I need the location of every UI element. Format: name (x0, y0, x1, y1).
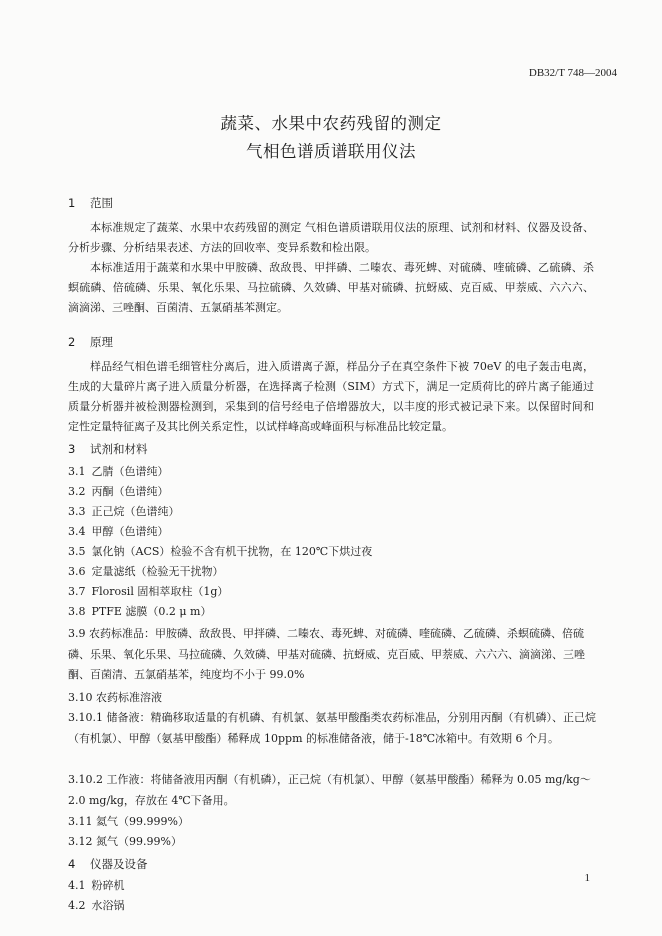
list-item: 3.8 PTFE 滤膜（0.2 μ m） (68, 605, 212, 618)
title-line-2: 气相色谱质谱联用仪法 (246, 142, 416, 161)
section-2-paragraph-1: 样品经气相色谱毛细管柱分离后，进入质谱离子源，样品分子在真空条件下被 70eV 的电子轰击电离，生成的大量碎片离子进入质量分析器，在选择离子检测（SIM）方式下，满足一定质荷比的碎片离子能通过质量分析器并被检测器检测到，采集到的信号经电子倍增器放大，以丰度的形式被记录下来。以保留时间和定性定量特征离子及其比例关系定性，以试样峰高或峰面积与标准品比较定量。 (68, 360, 594, 433)
list-item: 3.3 正己烷（色谱纯） (68, 505, 180, 518)
page-number: 1 (584, 872, 590, 884)
list-item: 4.2 水浴锅 (68, 899, 125, 912)
section-4-heading (68, 856, 148, 872)
section-3-heading (68, 441, 148, 457)
section-number: 1 (68, 196, 76, 210)
title-line-1: 蔬菜、水果中农药残留的测定 (220, 114, 442, 133)
section-1-paragraph-1: 本标准规定了蔬菜、水果中农药残留的测定 气相色谱质谱联用仪法的原理、试剂和材料、仪器及设备、分析步骤、分析结果表述、方法的回收率、变异系数和检出限。 (68, 221, 594, 254)
list-item: 3.5 氯化钠（ACS）检验不含有机干扰物，在 120℃下烘过夜 (68, 545, 373, 558)
item-3-10-1: 3.10.1 储备液：精确移取适量的有机磷、有机氯、氨基甲酸酯类农药标准品，分别用丙酮（有机磷）、正己烷（有机氯）、甲醇（氨基甲酸酯）稀释成 10ppm 的标准储备液，储于-18℃冰箱中。有效期 6 个月。 (68, 711, 596, 745)
item-3-10: 3.10 农药标准溶液 (68, 691, 162, 704)
list-item: 3.11 氦气（99.999%） (68, 815, 189, 828)
section-number: 3 (68, 442, 76, 456)
section-title: 试剂和材料 (90, 442, 148, 456)
item-3-10-2: 3.10.2 工作液：将储备液用丙酮（有机磷），正己烷（有机氯）、甲醇（氨基甲酸酯）稀释为 0.05 mg/kg～2.0 mg/kg，存放在 4℃下备用。 (68, 773, 591, 807)
list-item: 3.12 氮气（99.99%） (68, 835, 182, 848)
list-item: 3.7 Florosil 固相萃取柱（1g） (68, 585, 229, 598)
section-number: 4 (68, 857, 76, 871)
section-number: 2 (68, 335, 76, 349)
section-title: 原理 (90, 335, 113, 349)
standard-code: DB32/T 748—2004 (528, 67, 617, 79)
list-item: 3.2 丙酮（色谱纯） (68, 485, 169, 498)
list-item: 3.6 定量滤纸（检验无干扰物） (68, 565, 224, 578)
list-item: 3.4 甲醇（色谱纯） (68, 525, 169, 538)
section-title: 范围 (90, 196, 113, 210)
section-1-heading (68, 195, 113, 211)
item-3-9: 3.9 农药标准品：甲胺磷、敌敌畏、甲拌磷、二嗪农、毒死蜱、对硫磷、喹硫磷、乙硫磷、杀螟硫磷、倍硫磷、乐果、氧化乐果、马拉硫磷、久效磷、甲基对硫磷、抗蚜威、克百威、甲萘威、六六六、滴滴涕、三唑酮、百菌清、五氯硝基苯，纯度均不小于 99.0% (68, 627, 585, 681)
list-item: 3.1 乙腈（色谱纯） (68, 465, 169, 478)
section-1-paragraph-2: 本标准适用于蔬菜和水果中甲胺磷、敌敌畏、甲拌磷、二嗪农、毒死蜱、对硫磷、喹硫磷、乙硫磷、杀螟硫磷、倍硫磷、乐果、氧化乐果、马拉硫磷、久效磷、甲基对硫磷、抗蚜威、克百威、甲萘威、六六六、滴滴涕、三唑酮、百菌清、五氯硝基苯测定。 (68, 261, 594, 314)
section-2-heading (68, 334, 113, 350)
list-item: 4.1 粉碎机 (68, 879, 125, 892)
section-title: 仪器及设备 (90, 857, 148, 871)
